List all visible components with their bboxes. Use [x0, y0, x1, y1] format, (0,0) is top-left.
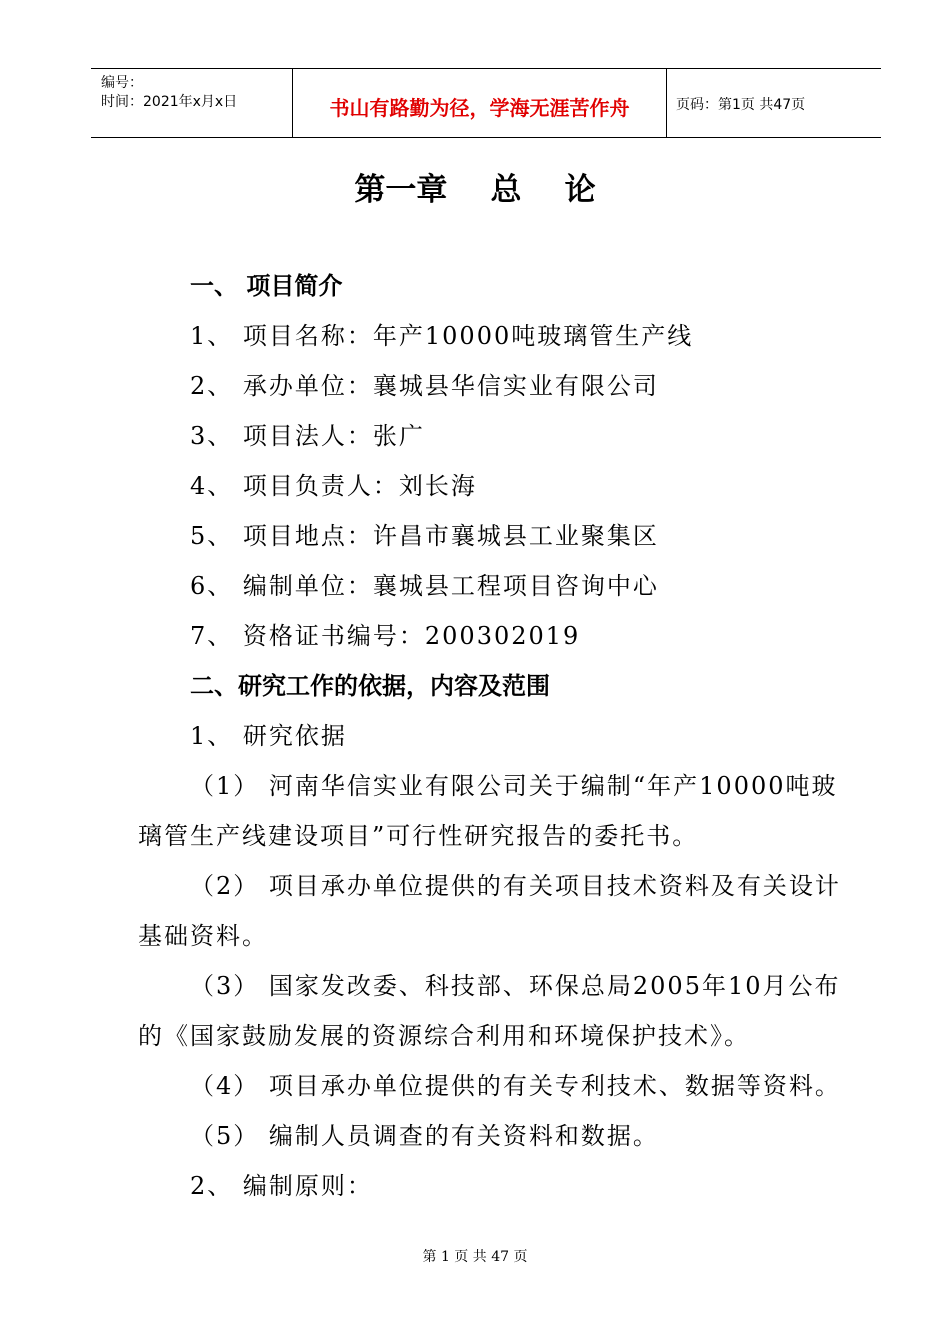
list-item: 2、 承办单位：襄城县华信实业有限公司	[190, 372, 659, 400]
paragraph-line: 璃管生产线建设项目”可行性研究报告的委托书。	[138, 822, 699, 850]
motto: 书山有路勤为径，学海无涯苦作舟	[329, 96, 630, 120]
subheading-principles: 2、 编制原则：	[190, 1172, 373, 1200]
paragraph-line: 基础资料。	[138, 922, 268, 950]
paragraph-line: （5） 编制人员调查的有关资料和数据。	[190, 1122, 659, 1150]
paragraph-line: （1） 河南华信实业有限公司关于编制“年产10000吨玻	[190, 772, 838, 800]
section2-heading: 二、研究工作的依据，内容及范围	[190, 672, 550, 700]
list-item: 5、 项目地点：许昌市襄城县工业聚集区	[190, 522, 659, 550]
list-item: 7、 资格证书编号：200302019	[190, 622, 581, 650]
header-left-cell	[91, 69, 292, 137]
number-label: 编号：	[101, 75, 143, 91]
paragraph-line: （3） 国家发改委、科技部、环保总局2005年10月公布	[190, 972, 841, 1000]
list-item: 6、 编制单位：襄城县工程项目咨询中心	[190, 572, 659, 600]
header-right-cell	[666, 69, 881, 137]
list-item: 3、 项目法人：张广	[190, 422, 425, 450]
chapter-title: 第一章 总 论	[354, 172, 596, 208]
header-table	[91, 68, 881, 138]
time-label: 时间：2021年x月x日	[101, 94, 238, 110]
paragraph-line: （2） 项目承办单位提供的有关项目技术资料及有关设计	[190, 872, 841, 900]
section1-heading: 一、 项目简介	[190, 272, 343, 300]
header-middle-cell	[292, 69, 667, 137]
list-item: 4、 项目负责人：刘长海	[190, 472, 477, 500]
page-label: 页码：第1页 共47页	[676, 97, 806, 113]
paragraph-line: （4） 项目承办单位提供的有关专利技术、数据等资料。	[190, 1072, 841, 1100]
subheading-basis: 1、 研究依据	[190, 722, 347, 750]
paragraph-line: 的《国家鼓励发展的资源综合利用和环境保护技术》。	[138, 1022, 750, 1050]
list-item: 1、 项目名称：年产10000吨玻璃管生产线	[190, 322, 694, 350]
page-footer: 第 1 页 共 47 页	[422, 1249, 528, 1265]
